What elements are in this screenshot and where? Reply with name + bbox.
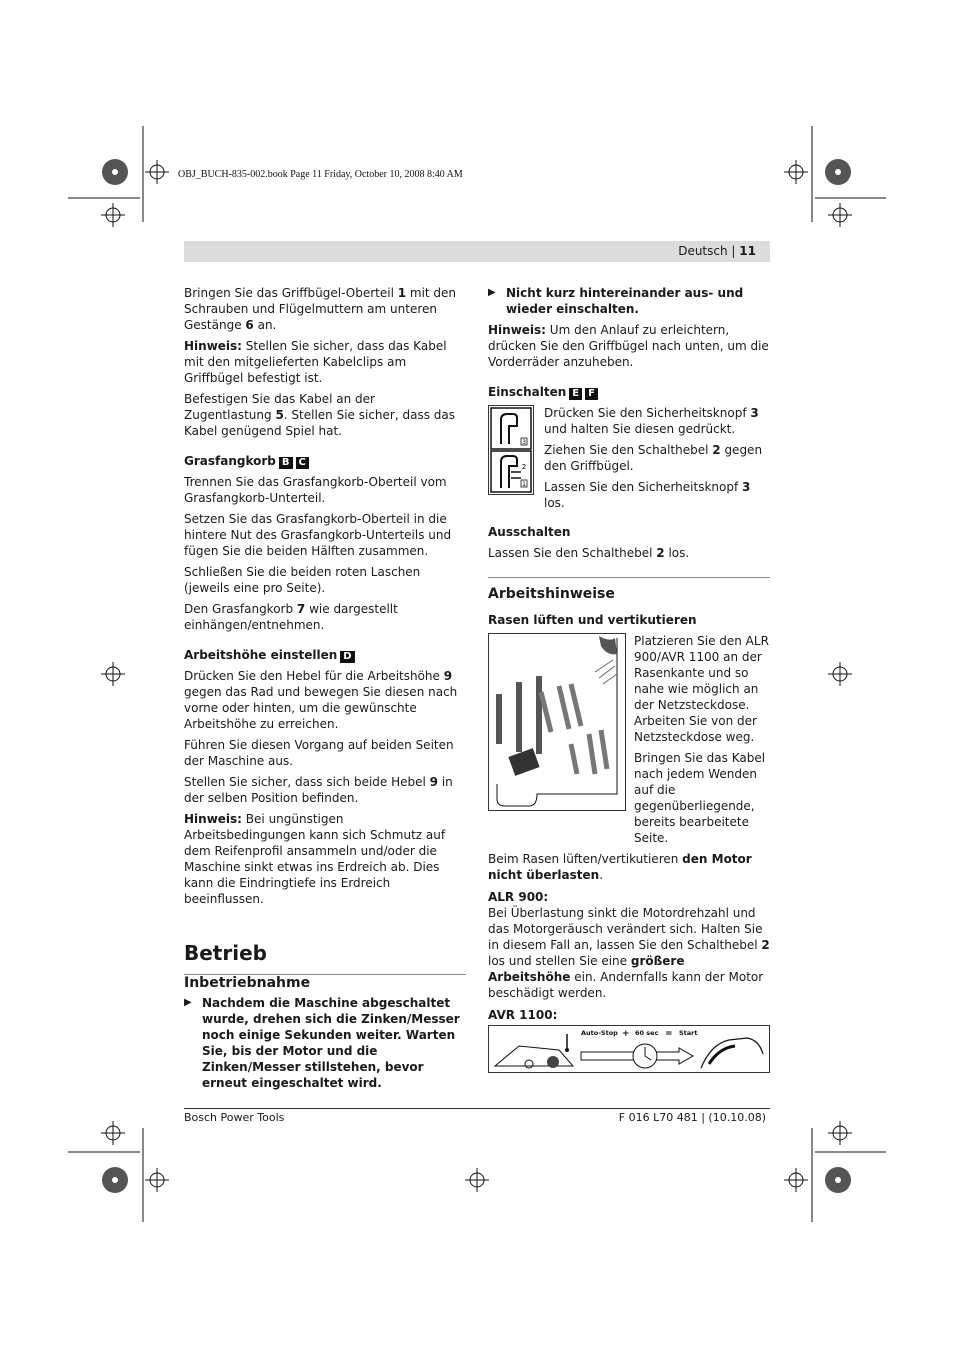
heading-einschalten: Einschalten E F <box>488 384 770 400</box>
label-auto-stop: Auto-Stop <box>581 1029 618 1037</box>
triangle-bullet-icon: ▶ <box>488 287 496 298</box>
header-language: Deutsch <box>678 244 728 258</box>
figure-badge-b: B <box>279 457 293 469</box>
triangle-bullet-icon: ▶ <box>184 997 192 1008</box>
page-number: 11 <box>739 244 756 258</box>
paragraph-zugentlastung: Befestigen Sie das Kabel an der Zugentlastung 5. Stellen Sie sicher, dass das Kabel genügend Spiel hat. <box>184 392 455 438</box>
paragraph-grasfangkorb-4: Den Grasfangkorb 7 wie dargestellt einhängen/entnehmen. <box>184 602 398 632</box>
label-plus: + <box>622 1029 630 1039</box>
heading-grasfangkorb: Grasfangkorb B C <box>184 453 466 469</box>
paragraph-arbeitshoehe-3: Stellen Sie sicher, dass sich beide Hebel 9 in der selben Position befinden. <box>184 775 453 805</box>
figure-label-2: 2 <box>521 463 527 471</box>
section-title-betrieb: Betrieb <box>184 941 267 965</box>
divider <box>488 577 770 578</box>
paragraph-einschalten-1: Drücken Sie den Sicherheitsknopf 3 und halten Sie diesen gedrückt. <box>544 406 759 436</box>
bullet-inbetriebnahme: ▶ Nachdem die Maschine abgeschaltet wurde, drehen sich die Zinken/Messer noch einige Sekunden weiter. Warten Sie, bis der Motor und die Zinken/Messer stillstehen, bevor erneut eingeschaltet wird. <box>184 996 460 1090</box>
figure-badge-c: C <box>296 457 309 469</box>
footer-brand: Bosch Power Tools <box>184 1111 285 1124</box>
heading-rasen: Rasen lüften und vertikutieren <box>488 613 697 627</box>
bullet-nicht-kurz: ▶ Nicht kurz hintereinander aus- und wieder einschalten. <box>488 286 744 316</box>
paragraph-grasfangkorb-1: Trennen Sie das Grasfangkorb-Oberteil vom Grasfangkorb-Unterteil. <box>184 475 447 505</box>
footer-doc-number: F 016 L70 481 | (10.10.08) <box>618 1111 766 1124</box>
paragraph-arbeitshoehe-1: Drücken Sie den Hebel für die Arbeitshöhe 9 gegen das Rad und bewegen Sie diesen nach vorne oder hinten, um die gewünschte Arbeitshöhe zu erreichen. <box>184 669 458 731</box>
heading-alr-900: ALR 900: <box>488 890 549 904</box>
figure-label-1: 1 <box>522 481 526 488</box>
paragraph-rasen-2: Bringen Sie das Kabel nach jedem Wenden auf die gegenüberliegende, bereits bearbeitete Seite. <box>634 751 766 845</box>
page-header-text <box>678 243 756 259</box>
paragraph-hinweis-kabel: Hinweis: Stellen Sie sicher, dass das Kabel mit den mitgelieferten Kabelclips am Griffbügel befestigt ist. <box>184 339 447 385</box>
figure-badge-f: F <box>585 388 598 400</box>
paragraph-einschalten-3: Lassen Sie den Sicherheitsknopf 3 los. <box>544 480 751 510</box>
paragraph-arbeitshoehe-2: Führen Sie diesen Vorgang auf beiden Seiten der Maschine aus. <box>184 738 454 768</box>
label-equals: = <box>665 1029 673 1039</box>
heading-avr-1100: AVR 1100: <box>488 1008 558 1022</box>
heading-ausschalten: Ausschalten <box>488 525 571 539</box>
paragraph-rasen-1: Platzieren Sie den ALR 900/AVR 1100 an der Rasenkante und so nahe wie möglich an der Netzsteckdose. Arbeiten Sie von der Netzsteckdose weg. <box>634 634 769 744</box>
paragraph-hinweis-erdreich: Hinweis: Bei ungünstigen Arbeitsbedingungen kann sich Schmutz auf dem Reifenprofil ansammeln und/oder die Maschine sinkt etwas ins Erdreich ab. Dies kann die Eindringtiefe ins Erdreich beeinflussen. <box>184 812 446 906</box>
auto-stop-figure <box>488 1025 770 1073</box>
rasen-text <box>634 633 770 851</box>
heading-arbeitshinweise: Arbeitshinweise <box>488 586 615 602</box>
left-column <box>184 285 466 1091</box>
header-separator: | <box>731 244 736 258</box>
page-header <box>184 241 770 262</box>
einschalten-block <box>488 405 770 516</box>
print-info-line: OBJ_BUCH-835-002.book Page 11 Friday, October 10, 2008 8:40 AM <box>178 169 463 180</box>
heading-inbetriebnahme: Inbetriebnahme <box>184 975 311 991</box>
switch-handle-figure <box>488 405 534 495</box>
paragraph-hinweis-anlauf: Hinweis: Um den Anlauf zu erleichtern, drücken Sie den Griffbügel nach unten, um die Vorderräder anzuheben. <box>488 323 769 369</box>
figure-badge-e: E <box>569 388 582 400</box>
paragraph-rasen-3: Beim Rasen lüften/vertikutieren den Motor nicht überlasten. <box>488 852 752 882</box>
figure-label-3: 3 <box>522 439 526 446</box>
paragraph-einschalten-2: Ziehen Sie den Schalthebel 2 gegen den Griffbügel. <box>544 443 763 473</box>
paragraph-grasfangkorb-3: Schließen Sie die beiden roten Laschen (jeweils eine pro Seite). <box>184 565 421 595</box>
footer-divider <box>184 1108 770 1109</box>
figure-badge-d: D <box>340 651 354 663</box>
heading-arbeitshoehe: Arbeitshöhe einstellen D <box>184 647 466 663</box>
paragraph-griffbuegel: Bringen Sie das Griffbügel-Oberteil 1 mit den Schrauben und Flügelmuttern am unteren Gestänge 6 an. <box>184 286 457 332</box>
einschalten-steps <box>544 405 770 516</box>
paragraph-ausschalten: Lassen Sie den Schalthebel 2 los. <box>488 546 690 560</box>
lawn-pattern-figure <box>488 633 626 811</box>
paragraph-grasfangkorb-2: Setzen Sie das Grasfangkorb-Oberteil in die hintere Nut des Grasfangkorb-Unterteils und fügen Sie die beiden Hälften zusammen. <box>184 512 452 558</box>
rasen-block <box>488 633 770 851</box>
paragraph-alr-900: Bei Überlastung sinkt die Motordrehzahl und das Motorgeräusch verändert sich. Halten Sie in diesem Fall an, lassen Sie den Schalthebel 2 los und stellen Sie eine größere Arbeitshöhe ein. Andernfalls kann der Motor beschädigt werden. <box>488 906 770 1000</box>
label-start: Start <box>679 1029 698 1037</box>
right-column <box>488 285 770 1077</box>
label-60-sec: 60 sec <box>635 1029 659 1037</box>
